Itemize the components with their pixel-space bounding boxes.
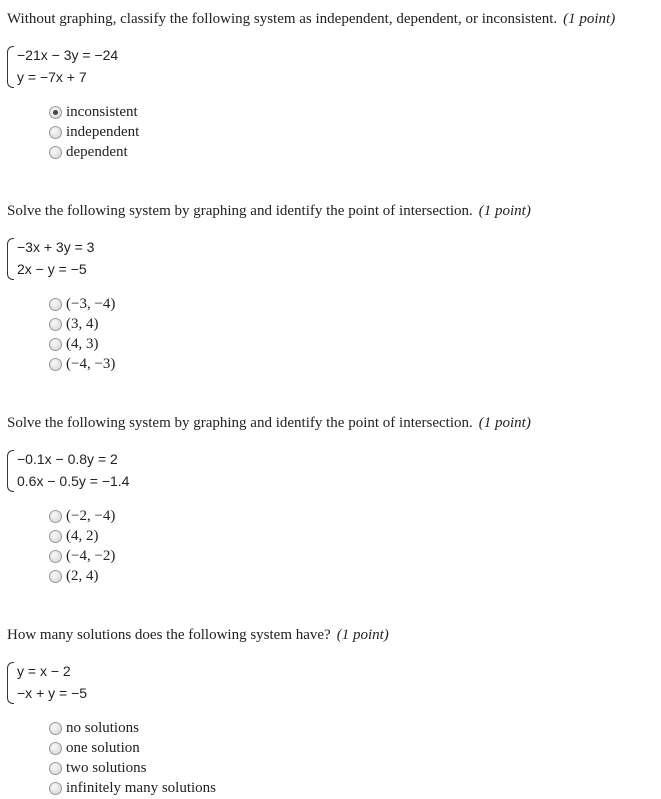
option-label: independent <box>66 123 140 140</box>
option-label: (4, 3) <box>66 335 99 352</box>
answer-option[interactable] <box>49 506 657 526</box>
answer-options <box>49 102 657 162</box>
brace-icon <box>7 662 14 704</box>
question-3 <box>7 413 657 586</box>
radio-button[interactable] <box>49 358 62 371</box>
equation-system <box>7 660 657 704</box>
answer-option[interactable] <box>49 738 657 758</box>
option-label: (−2, −4) <box>66 507 116 524</box>
points-label: (1 point) <box>478 415 531 431</box>
equation: −3x + 3y = 3 <box>17 239 95 255</box>
question-prompt <box>7 413 657 433</box>
radio-button[interactable] <box>49 782 62 795</box>
option-label: (2, 4) <box>66 567 99 584</box>
radio-button[interactable] <box>49 338 62 351</box>
points-label: (1 point) <box>478 203 531 219</box>
option-label: one solution <box>66 739 140 756</box>
equation-system <box>7 236 657 280</box>
radio-button[interactable] <box>49 146 62 159</box>
option-label: (3, 4) <box>66 315 99 332</box>
answer-option[interactable] <box>49 142 657 162</box>
option-label: two solutions <box>66 759 147 776</box>
question-prompt <box>7 9 657 29</box>
answer-option[interactable] <box>49 294 657 314</box>
question-prompt <box>7 201 657 221</box>
brace-icon <box>7 46 14 88</box>
radio-button[interactable] <box>49 550 62 563</box>
answer-option[interactable] <box>49 778 657 798</box>
equation: −x + y = −5 <box>17 685 88 701</box>
radio-button[interactable] <box>49 318 62 331</box>
answer-option[interactable] <box>49 566 657 586</box>
equation-system <box>7 44 657 88</box>
equation: y = −7x + 7 <box>17 69 87 85</box>
answer-option[interactable] <box>49 334 657 354</box>
radio-button[interactable] <box>49 762 62 775</box>
equation: 2x − y = −5 <box>17 261 87 277</box>
prompt-text: Without graphing, classify the following system as independent, dependent, or inconsistent. <box>7 11 558 27</box>
answer-options <box>49 718 657 798</box>
prompt-text: How many solutions does the following system have? <box>7 627 331 643</box>
radio-button[interactable] <box>49 106 62 119</box>
equation-system <box>7 448 657 492</box>
radio-button[interactable] <box>49 570 62 583</box>
answer-options <box>49 506 657 586</box>
radio-button[interactable] <box>49 722 62 735</box>
answer-option[interactable] <box>49 102 657 122</box>
answer-option[interactable] <box>49 718 657 738</box>
answer-options <box>49 294 657 374</box>
option-label: inconsistent <box>66 103 138 120</box>
points-label: (1 point) <box>336 627 389 643</box>
equation: y = x − 2 <box>17 663 71 679</box>
radio-button[interactable] <box>49 126 62 139</box>
option-label: (−4, −2) <box>66 547 116 564</box>
option-label: (−3, −4) <box>66 295 116 312</box>
option-label: no solutions <box>66 719 139 736</box>
question-prompt <box>7 625 657 645</box>
prompt-text: Solve the following system by graphing and identify the point of intersection. <box>7 415 473 431</box>
answer-option[interactable] <box>49 314 657 334</box>
prompt-text: Solve the following system by graphing and identify the point of intersection. <box>7 203 473 219</box>
question-4 <box>7 625 657 798</box>
radio-button[interactable] <box>49 530 62 543</box>
question-2 <box>7 201 657 374</box>
answer-option[interactable] <box>49 122 657 142</box>
points-label: (1 point) <box>563 11 616 27</box>
option-label: (4, 2) <box>66 527 99 544</box>
brace-icon <box>7 238 14 280</box>
answer-option[interactable] <box>49 526 657 546</box>
answer-option[interactable] <box>49 758 657 778</box>
option-label: (−4, −3) <box>66 355 116 372</box>
brace-icon <box>7 450 14 492</box>
radio-button[interactable] <box>49 742 62 755</box>
radio-button[interactable] <box>49 510 62 523</box>
equation: −0.1x − 0.8y = 2 <box>17 451 118 467</box>
option-label: infinitely many solutions <box>66 779 216 796</box>
option-label: dependent <box>66 143 128 160</box>
question-1 <box>7 9 657 162</box>
equation: 0.6x − 0.5y = −1.4 <box>17 473 130 489</box>
answer-option[interactable] <box>49 354 657 374</box>
answer-option[interactable] <box>49 546 657 566</box>
equation: −21x − 3y = −24 <box>17 47 119 63</box>
radio-button[interactable] <box>49 298 62 311</box>
